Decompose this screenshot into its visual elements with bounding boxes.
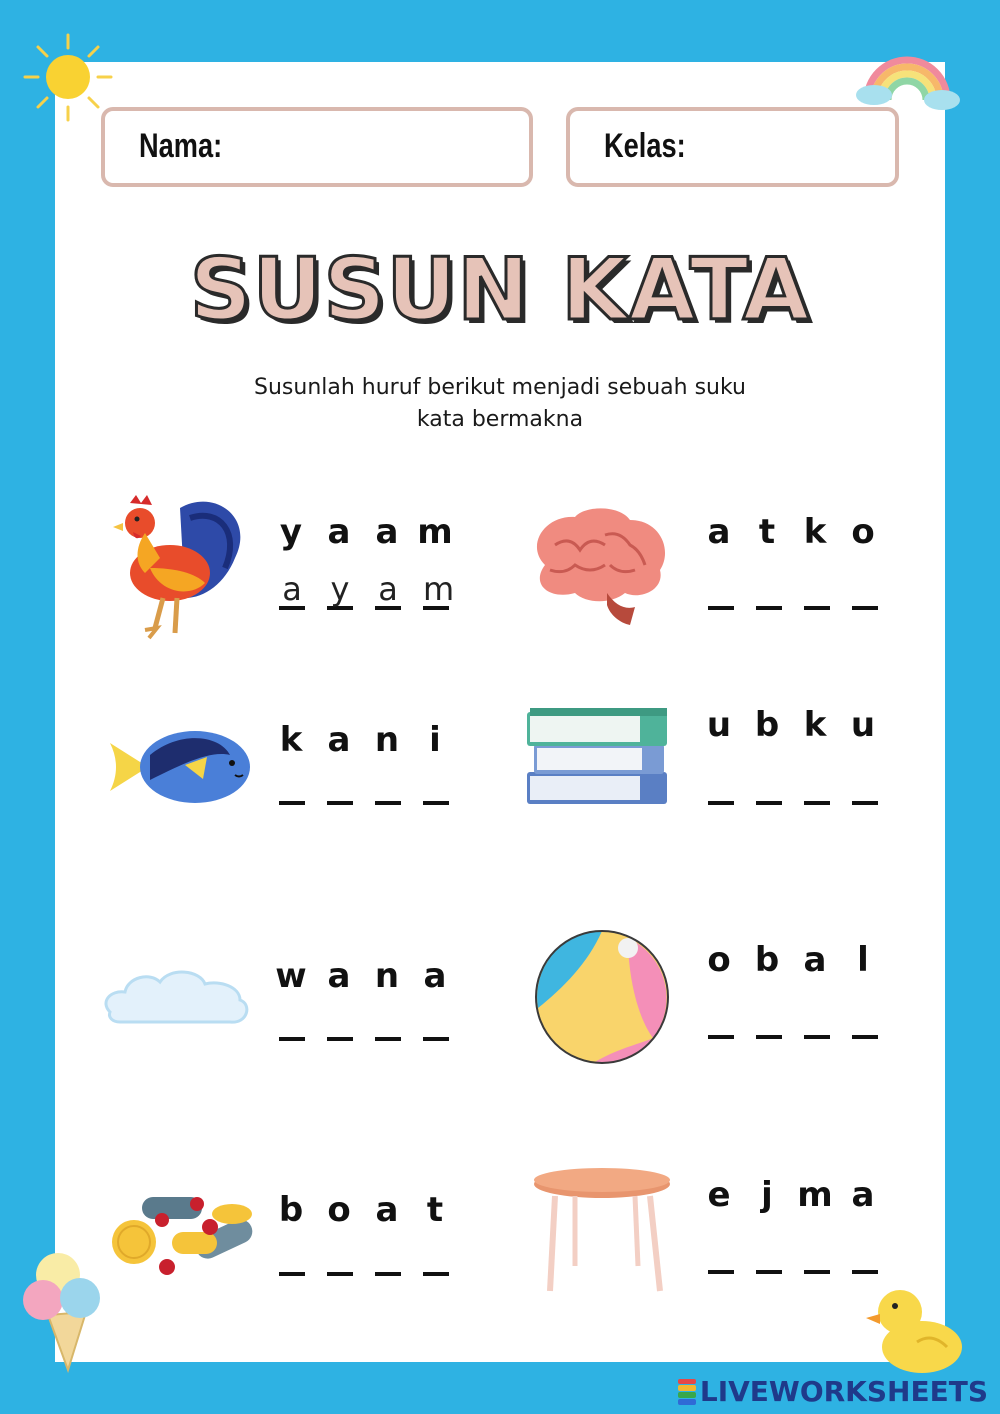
brand-text: LIVEWORKSHEETS bbox=[699, 1375, 988, 1408]
liveworksheets-brand[interactable] bbox=[678, 1375, 988, 1408]
answer-letter: m bbox=[423, 570, 455, 608]
cloud-icon bbox=[100, 962, 252, 1032]
letter: t bbox=[426, 1190, 444, 1230]
letter: a bbox=[423, 956, 447, 996]
letter: e bbox=[707, 1175, 731, 1215]
blank[interactable] bbox=[708, 801, 734, 805]
letter: k bbox=[803, 512, 827, 552]
blank[interactable] bbox=[804, 606, 830, 610]
letter: b bbox=[278, 1190, 304, 1230]
name-label: Nama: bbox=[139, 127, 223, 165]
books-icon bbox=[522, 702, 672, 812]
duck-icon bbox=[862, 1282, 967, 1377]
letter: u bbox=[850, 705, 876, 745]
letter: b bbox=[754, 940, 780, 980]
blank[interactable] bbox=[279, 1037, 305, 1041]
answer-blanks-2[interactable] bbox=[708, 606, 900, 610]
letter: b bbox=[754, 705, 780, 745]
class-label: Kelas: bbox=[604, 127, 686, 165]
letter: w bbox=[275, 956, 307, 996]
letter: a bbox=[375, 1190, 399, 1230]
letter: u bbox=[706, 705, 732, 745]
instruction-text bbox=[150, 372, 850, 436]
answer-letter: y bbox=[327, 572, 353, 610]
answer-blanks-6[interactable] bbox=[708, 1035, 900, 1039]
answer-blanks-8[interactable] bbox=[708, 1270, 900, 1274]
answer-letter: a bbox=[279, 572, 305, 610]
scrambled-letters-2 bbox=[695, 512, 887, 552]
blank[interactable] bbox=[375, 801, 401, 805]
rooster-icon bbox=[105, 488, 255, 643]
fish-icon bbox=[110, 725, 255, 810]
letter: m bbox=[417, 512, 453, 552]
blank[interactable] bbox=[423, 801, 449, 805]
letter: a bbox=[327, 956, 351, 996]
answer-blanks-7[interactable] bbox=[279, 1272, 471, 1276]
answer-blanks-5[interactable] bbox=[279, 1037, 471, 1041]
blank[interactable] bbox=[375, 1272, 401, 1276]
letter: a bbox=[327, 512, 351, 552]
blank[interactable] bbox=[804, 1270, 830, 1274]
blank[interactable] bbox=[852, 1270, 878, 1274]
scrambled-letters-1 bbox=[267, 512, 459, 552]
sun-icon bbox=[20, 30, 115, 125]
scrambled-letters-5 bbox=[267, 956, 459, 996]
letter: a bbox=[327, 720, 351, 760]
letter: y bbox=[279, 512, 303, 552]
liveworksheets-logo-icon bbox=[678, 1379, 696, 1405]
letter: l bbox=[857, 940, 869, 980]
class-field[interactable] bbox=[566, 107, 899, 187]
brain-icon bbox=[525, 505, 670, 627]
letter: o bbox=[851, 512, 875, 552]
blank[interactable] bbox=[756, 1035, 782, 1039]
instruction-line-2: kata bermakna bbox=[416, 407, 584, 432]
scrambled-letters-8 bbox=[695, 1175, 887, 1215]
letter: i bbox=[429, 720, 441, 760]
letter: k bbox=[279, 720, 303, 760]
scrambled-letters-6 bbox=[695, 940, 887, 980]
letter: a bbox=[375, 512, 399, 552]
letter: n bbox=[374, 720, 400, 760]
scrambled-letters-7 bbox=[267, 1190, 459, 1230]
blank[interactable] bbox=[852, 1035, 878, 1039]
letter: n bbox=[374, 956, 400, 996]
pills-icon bbox=[112, 1192, 257, 1282]
letter: o bbox=[707, 940, 731, 980]
blank[interactable] bbox=[327, 1272, 353, 1276]
blank[interactable] bbox=[423, 1272, 449, 1276]
blank[interactable] bbox=[804, 801, 830, 805]
blank[interactable] bbox=[708, 606, 734, 610]
blank[interactable] bbox=[423, 1037, 449, 1041]
letter: a bbox=[851, 1175, 875, 1215]
scrambled-letters-3 bbox=[267, 720, 459, 760]
table-icon bbox=[530, 1166, 675, 1296]
blank[interactable] bbox=[756, 801, 782, 805]
letter: t bbox=[758, 512, 776, 552]
blank[interactable] bbox=[852, 801, 878, 805]
letter: m bbox=[797, 1175, 833, 1215]
instruction-line-1: Susunlah huruf berikut menjadi sebuah suku bbox=[254, 375, 746, 400]
letter: k bbox=[803, 705, 827, 745]
answer-blanks-3[interactable] bbox=[279, 801, 471, 805]
name-field[interactable] bbox=[101, 107, 533, 187]
letter: a bbox=[707, 512, 731, 552]
blank[interactable] bbox=[375, 1037, 401, 1041]
blank[interactable] bbox=[756, 1270, 782, 1274]
blank[interactable] bbox=[708, 1270, 734, 1274]
blank[interactable] bbox=[279, 801, 305, 805]
blank[interactable] bbox=[756, 606, 782, 610]
blank[interactable] bbox=[327, 801, 353, 805]
blank[interactable] bbox=[804, 1035, 830, 1039]
letter: j bbox=[761, 1175, 773, 1215]
answer-letter: a bbox=[375, 572, 401, 610]
answer-example-1 bbox=[279, 572, 471, 610]
blank[interactable] bbox=[279, 1272, 305, 1276]
scrambled-letters-4 bbox=[695, 705, 887, 745]
blank[interactable] bbox=[708, 1035, 734, 1039]
answer-blanks-4[interactable] bbox=[708, 801, 900, 805]
beach-ball-icon bbox=[533, 928, 671, 1066]
ice-cream-icon bbox=[18, 1250, 110, 1375]
letter: a bbox=[803, 940, 827, 980]
blank[interactable] bbox=[852, 606, 878, 610]
letter: o bbox=[327, 1190, 351, 1230]
blank[interactable] bbox=[327, 1037, 353, 1041]
page-title: SUSUN KATA bbox=[189, 240, 811, 340]
